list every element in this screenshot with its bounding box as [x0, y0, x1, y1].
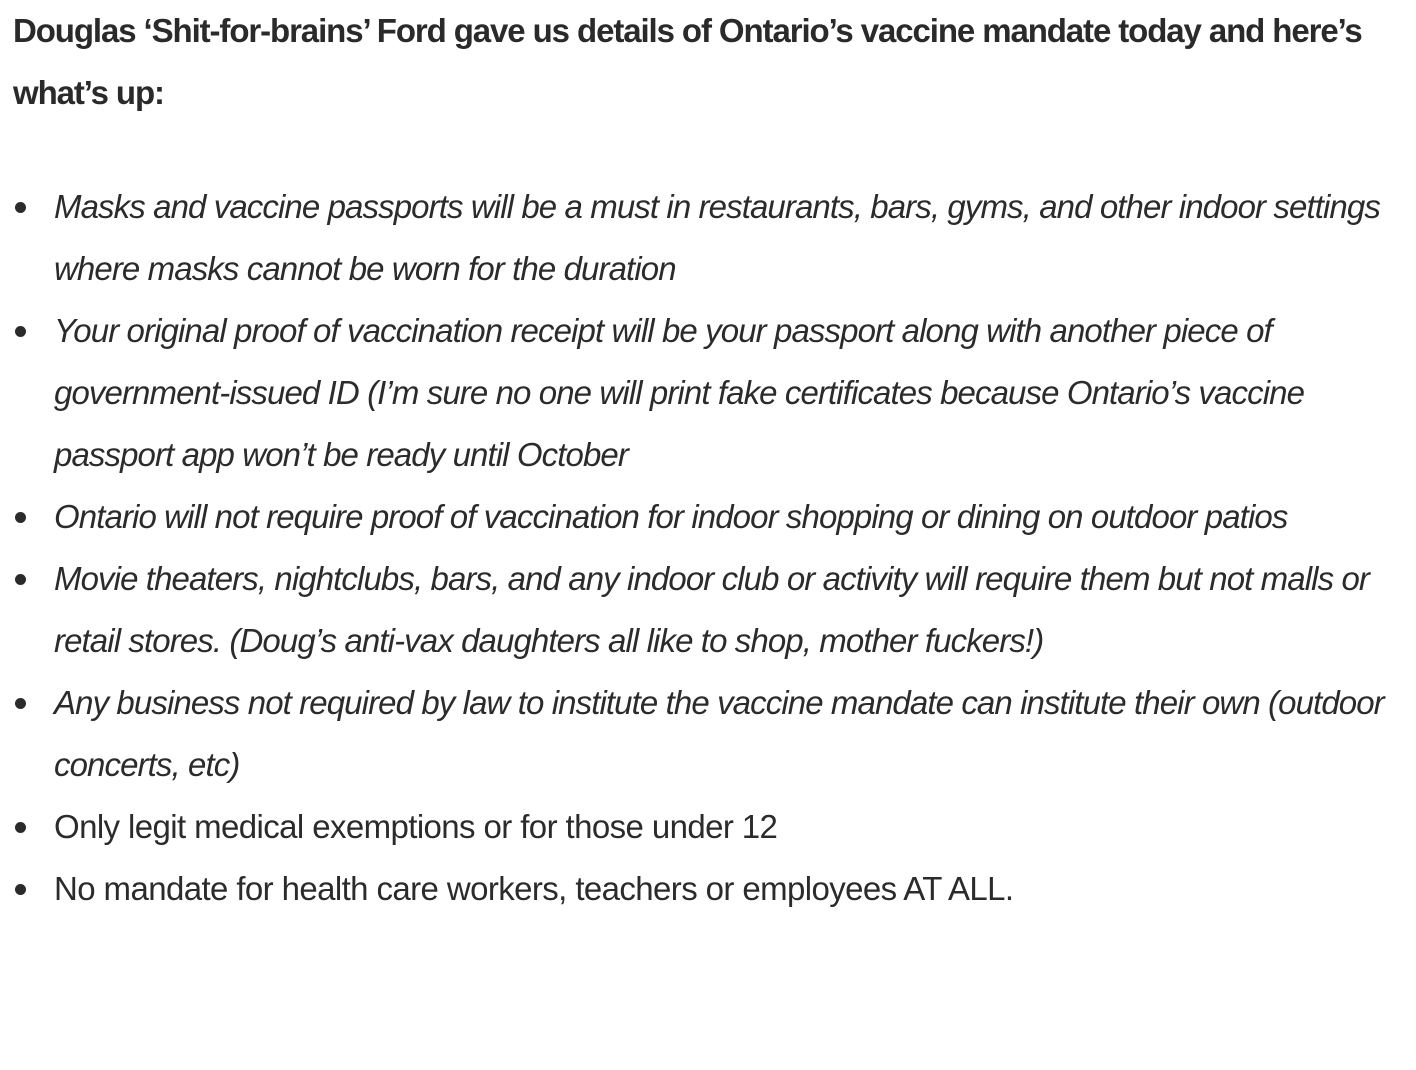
list-item: [13, 300, 1408, 486]
bullet-dot-icon: [15, 574, 26, 585]
list-item-text: Only legit medical exemptions or for those under 12: [54, 808, 778, 845]
bullet-dot-icon: [15, 822, 26, 833]
list-item-text: Ontario will not require proof of vaccination for indoor shopping or dining on outdoor patios: [54, 498, 1288, 535]
list-item: [13, 486, 1408, 548]
intro-paragraph: Douglas ‘Shit-for-brains’ Ford gave us details of Ontario’s vaccine mandate today and here’s what’s up:: [13, 12, 1362, 111]
list-item-text: Masks and vaccine passports will be a must in restaurants, bars, gyms, and other indoor settings where masks cannot be worn for the duration: [54, 188, 1380, 287]
bullet-dot-icon: [15, 512, 26, 523]
article-body: [13, 0, 1408, 920]
bullet-dot-icon: [15, 884, 26, 895]
list-item: [13, 858, 1408, 920]
list-item: [13, 672, 1408, 796]
bullet-dot-icon: [15, 698, 26, 709]
bullet-dot-icon: [15, 326, 26, 337]
bullet-dot-icon: [15, 202, 26, 213]
list-item-text: Movie theaters, nightclubs, bars, and any indoor club or activity will require them but not malls or retail stores. (Doug’s anti-vax daughters all like to shop, mother fuckers!): [54, 560, 1369, 659]
list-item: [13, 796, 1408, 858]
bullet-list: [13, 176, 1408, 920]
list-item-text: Any business not required by law to institute the vaccine mandate can institute their own (outdoor concerts, etc): [54, 684, 1384, 783]
list-item-text: Your original proof of vaccination receipt will be your passport along with another piece of government-issued ID (I’m sure no one will print fake certificates because Ontario’s vaccine passport app won’t be ready until October: [54, 312, 1305, 473]
list-item-text: No mandate for health care workers, teachers or employees AT ALL.: [54, 870, 1014, 907]
list-item: [13, 176, 1408, 300]
list-item: [13, 548, 1408, 672]
